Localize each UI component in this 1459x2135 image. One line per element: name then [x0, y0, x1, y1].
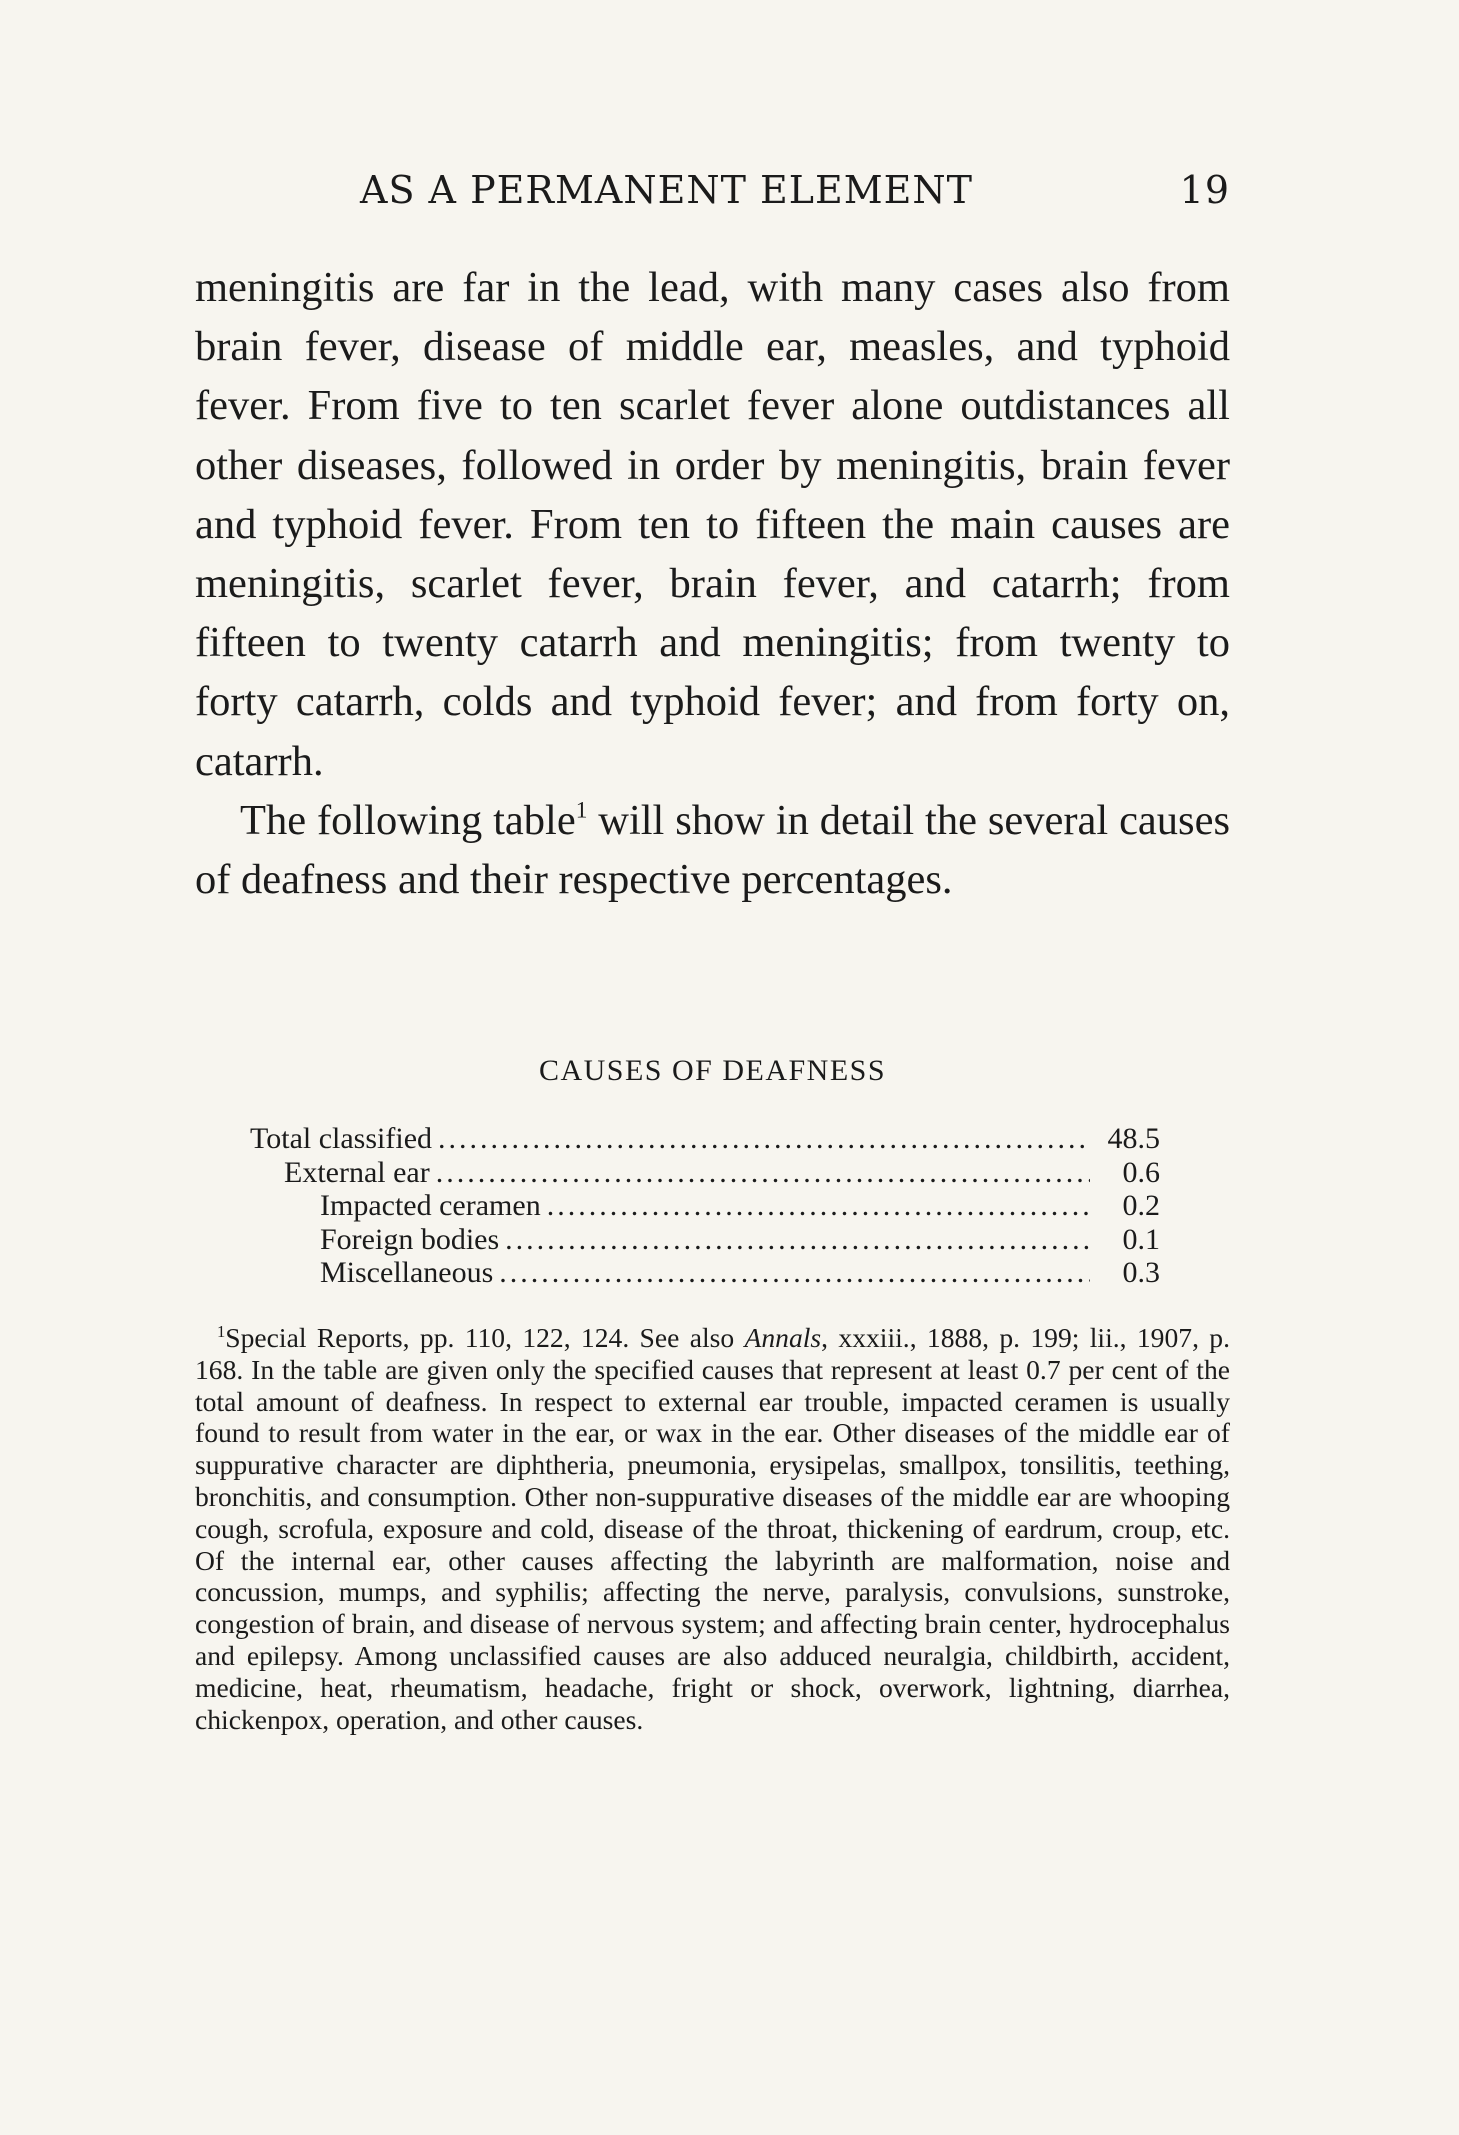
row-value: 0.1: [1122, 1222, 1160, 1256]
body-text: [195, 258, 1230, 909]
dot-leader: [436, 1156, 1090, 1190]
dot-leader: [438, 1122, 1090, 1156]
row-label: Miscellaneous: [320, 1256, 494, 1289]
dot-leader: [547, 1189, 1090, 1223]
paragraph-1: meningitis are far in the lead, with many cases also from brain fever, disease of middle ear, measles, and typhoid fever. From five to ten scarlet fever alone outdistances all other diseases, followed in order by meningitis, brain fever and typhoid fever. From ten to fifteen the main causes are meningitis, scarlet fever, brain fever, and catarrh; from fifteen to twenty catarrh and meningitis; from twenty to forty catarrh, colds and typhoid fever; and from forty on, catarrh.: [195, 264, 1230, 785]
dot-leader: [499, 1256, 1090, 1290]
row-value: 0.6: [1122, 1155, 1160, 1189]
row-label: Foreign bodies: [320, 1222, 500, 1256]
table-row: [250, 1122, 1160, 1156]
dot-leader: [505, 1223, 1090, 1257]
table-row: [250, 1189, 1160, 1223]
page-number: 19: [1179, 168, 1230, 212]
running-head-title: AS A PERMANENT ELEMENT: [360, 168, 973, 212]
footnote: [195, 1322, 1230, 1735]
footnote-part-2: , xxxiii., 1888, p. 199; lii., 1907, p. 168. In the table are given only the specified causes that represent at least 0.7 per cent of the total amount of deafness. In respect to external ear trouble, impacted ceramen is usually found to result from water in the ear, or wax in the ear. Other diseases of the middle ear of suppurative character are diphtheria, pneumonia, erysipelas, smallpox, tonsilitis, teething, bronchitis, and consumption. Other non-suppurative diseases of the middle ear are whooping cough, scrofula, exposure and cold, disease of the throat, thickening of eardrum, croup, etc. Of the internal ear, other causes affecting the labyrinth are malformation, noise and concussion, mumps, and syphilis; affecting the nerve, paralysis, convulsions, sunstroke, congestion of brain, and disease of nervous system; and affecting brain center, hydrocephalus and epilepsy. Among unclassified causes are also adduced neuralgia, childbirth, accident, medicine, heat, rheumatism, headache, fright or shock, overwork, lightning, diarrhea, chickenpox, operation, and other causes.: [195, 1322, 1230, 1735]
paragraph-2-end: will show in detail the several causes of deafness and their respective percentages.: [195, 796, 1230, 904]
row-value: 0.2: [1122, 1189, 1160, 1222]
footnote-annals: Annals: [744, 1322, 822, 1353]
footnote-text: [195, 1322, 1230, 1735]
footnote-reference: 1: [575, 797, 588, 824]
row-value: 0.3: [1122, 1256, 1160, 1289]
table-row: [250, 1223, 1160, 1257]
table-row: [250, 1256, 1160, 1290]
paragraph-2: [195, 791, 1230, 909]
table-heading: CAUSES OF DEAFNESS: [538, 1054, 887, 1087]
footnote-mark: 1: [217, 1322, 226, 1342]
table-row: [250, 1156, 1160, 1190]
row-label: External ear: [284, 1155, 430, 1189]
causes-table: [250, 1122, 1160, 1290]
row-label: Total classified: [250, 1122, 433, 1155]
row-value: 48.5: [1107, 1122, 1160, 1155]
paragraph-2-start: The following table: [240, 796, 576, 844]
row-label: Impacted ceramen: [320, 1189, 541, 1222]
footnote-part-1: Special Reports, pp. 110, 122, 124. See also: [225, 1322, 745, 1353]
